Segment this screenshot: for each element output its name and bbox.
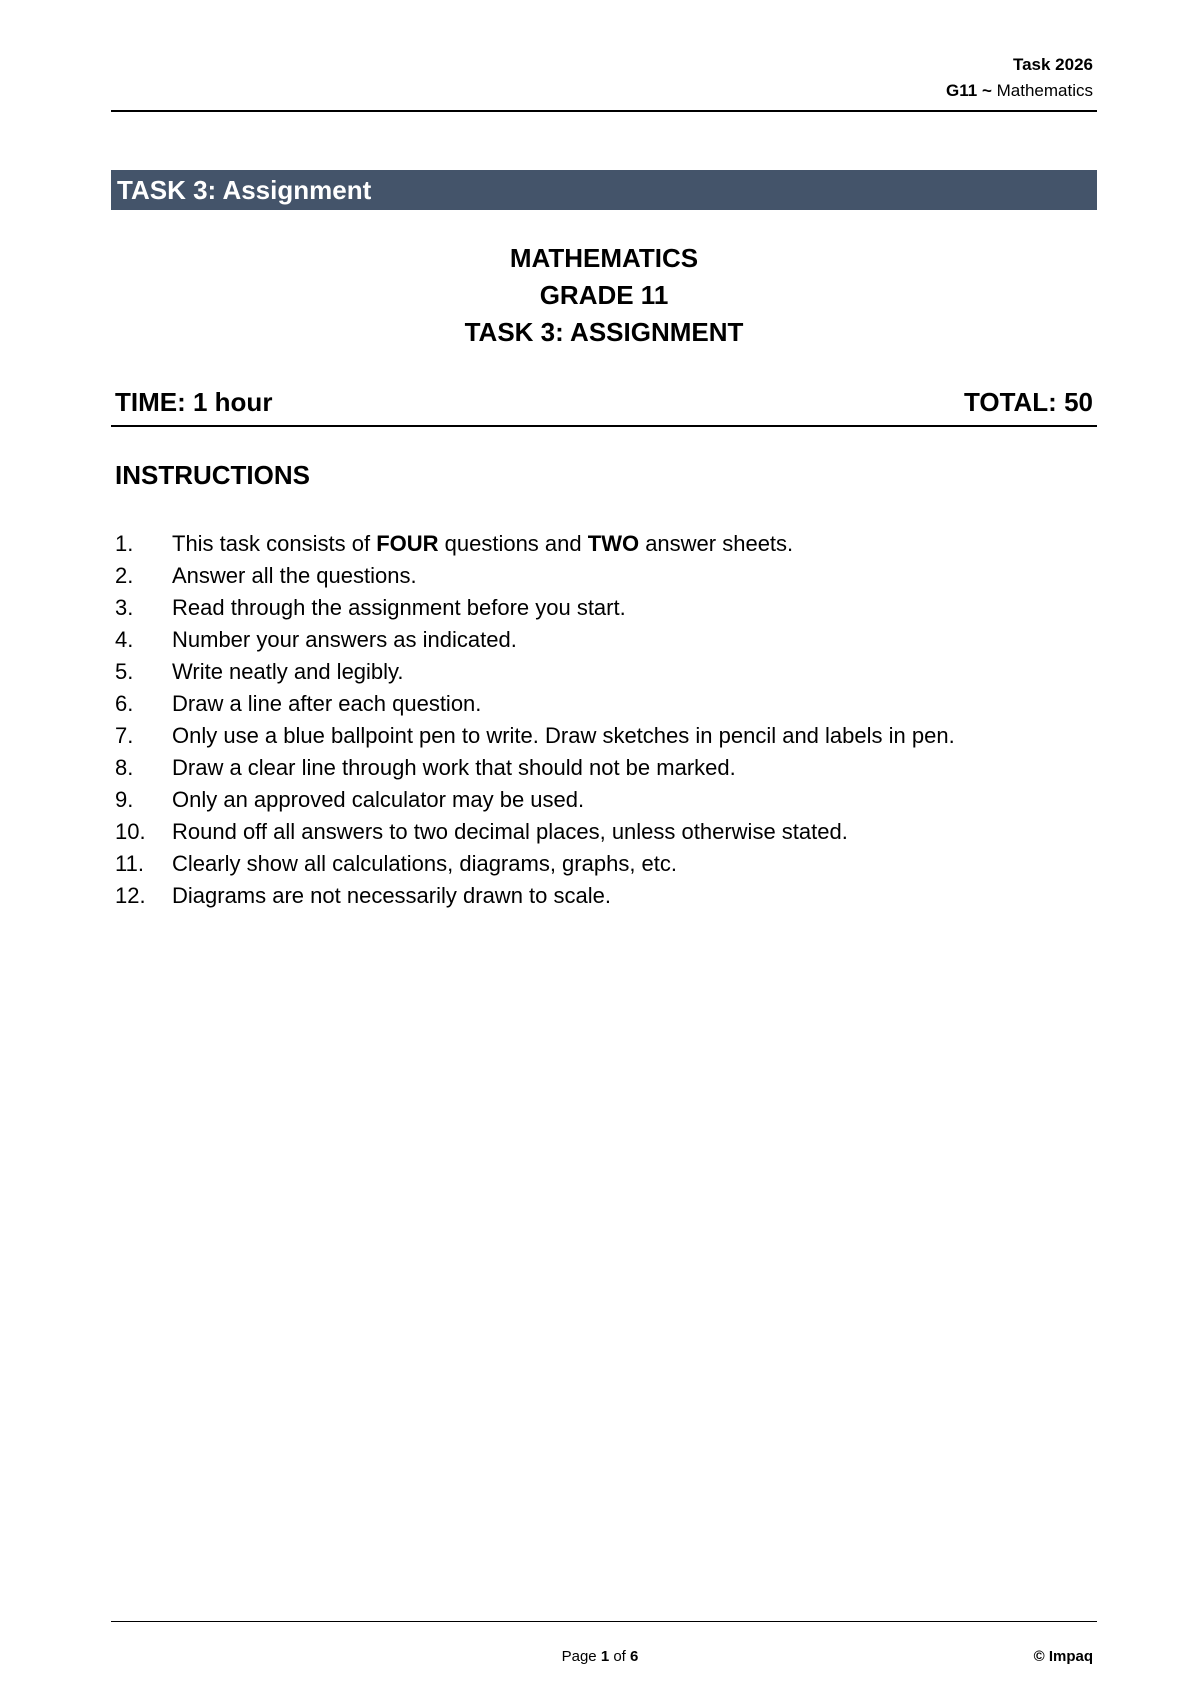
instruction-text: Answer all the questions. [172, 563, 417, 588]
instruction-item [115, 784, 1095, 816]
instruction-text: Round off all answers to two decimal places, unless otherwise stated. [172, 819, 848, 844]
instruction-number: 11. [115, 851, 144, 876]
total-label: TOTAL: 50 [963, 387, 1093, 417]
instruction-number: 1. [115, 531, 134, 556]
page-number [0, 1648, 1200, 1665]
instruction-text: Only an approved calculator may be used. [172, 787, 585, 812]
instruction-number: 7. [115, 723, 134, 748]
page-current: 1 [600, 1648, 610, 1665]
instruction-text: Read through the assignment before you start. [172, 595, 626, 620]
instruction-item [115, 880, 1095, 912]
title-subject: MATHEMATICS [509, 243, 699, 273]
instruction-text [172, 528, 793, 560]
instructions-list [115, 528, 1095, 912]
instruction-text-part: questions and [438, 531, 588, 556]
meta-divider [111, 425, 1097, 427]
instruction-emphasis: TWO [587, 531, 640, 556]
instruction-emphasis: FOUR [376, 531, 439, 556]
page-word: Page [561, 1648, 597, 1665]
instruction-item [115, 624, 1095, 656]
task-banner: TASK 3: Assignment [111, 170, 1097, 210]
instruction-text: Only use a blue ballpoint pen to write. Draw sketches in pencil and labels in pen. [172, 723, 955, 748]
page-total: 6 [630, 1648, 639, 1665]
grade-subject-line [946, 78, 1093, 104]
instruction-text: Write neatly and legibly. [172, 659, 404, 684]
time-label: TIME: 1 hour [115, 387, 273, 417]
instruction-item [115, 848, 1095, 880]
title-task: TASK 3: ASSIGNMENT [464, 317, 744, 347]
instruction-number: 12. [115, 883, 146, 908]
instruction-number: 9. [115, 787, 134, 812]
subject-label: Mathematics [996, 81, 1093, 100]
instruction-item [115, 528, 1095, 560]
instruction-text: Number your answers as indicated. [172, 627, 517, 652]
task-label: Task 2026 [1012, 55, 1093, 74]
instruction-text-part: answer sheets. [639, 531, 794, 556]
instruction-text-part: This task consists of [172, 531, 377, 556]
instruction-number: 4. [115, 627, 134, 652]
copyright-notice: © Impaq [1033, 1648, 1093, 1665]
instruction-item [115, 688, 1095, 720]
instruction-item [115, 752, 1095, 784]
instruction-text: Clearly show all calculations, diagrams, graphs, etc. [172, 851, 678, 876]
instruction-text: Draw a line after each question. [172, 691, 482, 716]
instruction-item [115, 720, 1095, 752]
instruction-number: 6. [115, 691, 134, 716]
instruction-item [115, 592, 1095, 624]
instruction-item [115, 560, 1095, 592]
document-header [946, 52, 1093, 104]
instruction-number: 8. [115, 755, 134, 780]
header-divider [111, 110, 1097, 112]
instruction-text: Diagrams are not necessarily drawn to scale. [172, 883, 611, 908]
title-grade: GRADE 11 [539, 280, 669, 310]
instruction-text: Draw a clear line through work that should not be marked. [172, 755, 736, 780]
of-word: of [613, 1648, 626, 1665]
time-total-row [115, 384, 1093, 420]
instruction-item [115, 656, 1095, 688]
grade-label: G11 ~ [946, 81, 992, 100]
instructions-heading: INSTRUCTIONS [115, 460, 310, 490]
instruction-item [115, 816, 1095, 848]
title-block [111, 240, 1097, 351]
instruction-number: 2. [115, 563, 134, 588]
instruction-number: 3. [115, 595, 134, 620]
instruction-number: 5. [115, 659, 134, 684]
instruction-number: 10. [115, 819, 146, 844]
footer-divider [111, 1621, 1097, 1622]
